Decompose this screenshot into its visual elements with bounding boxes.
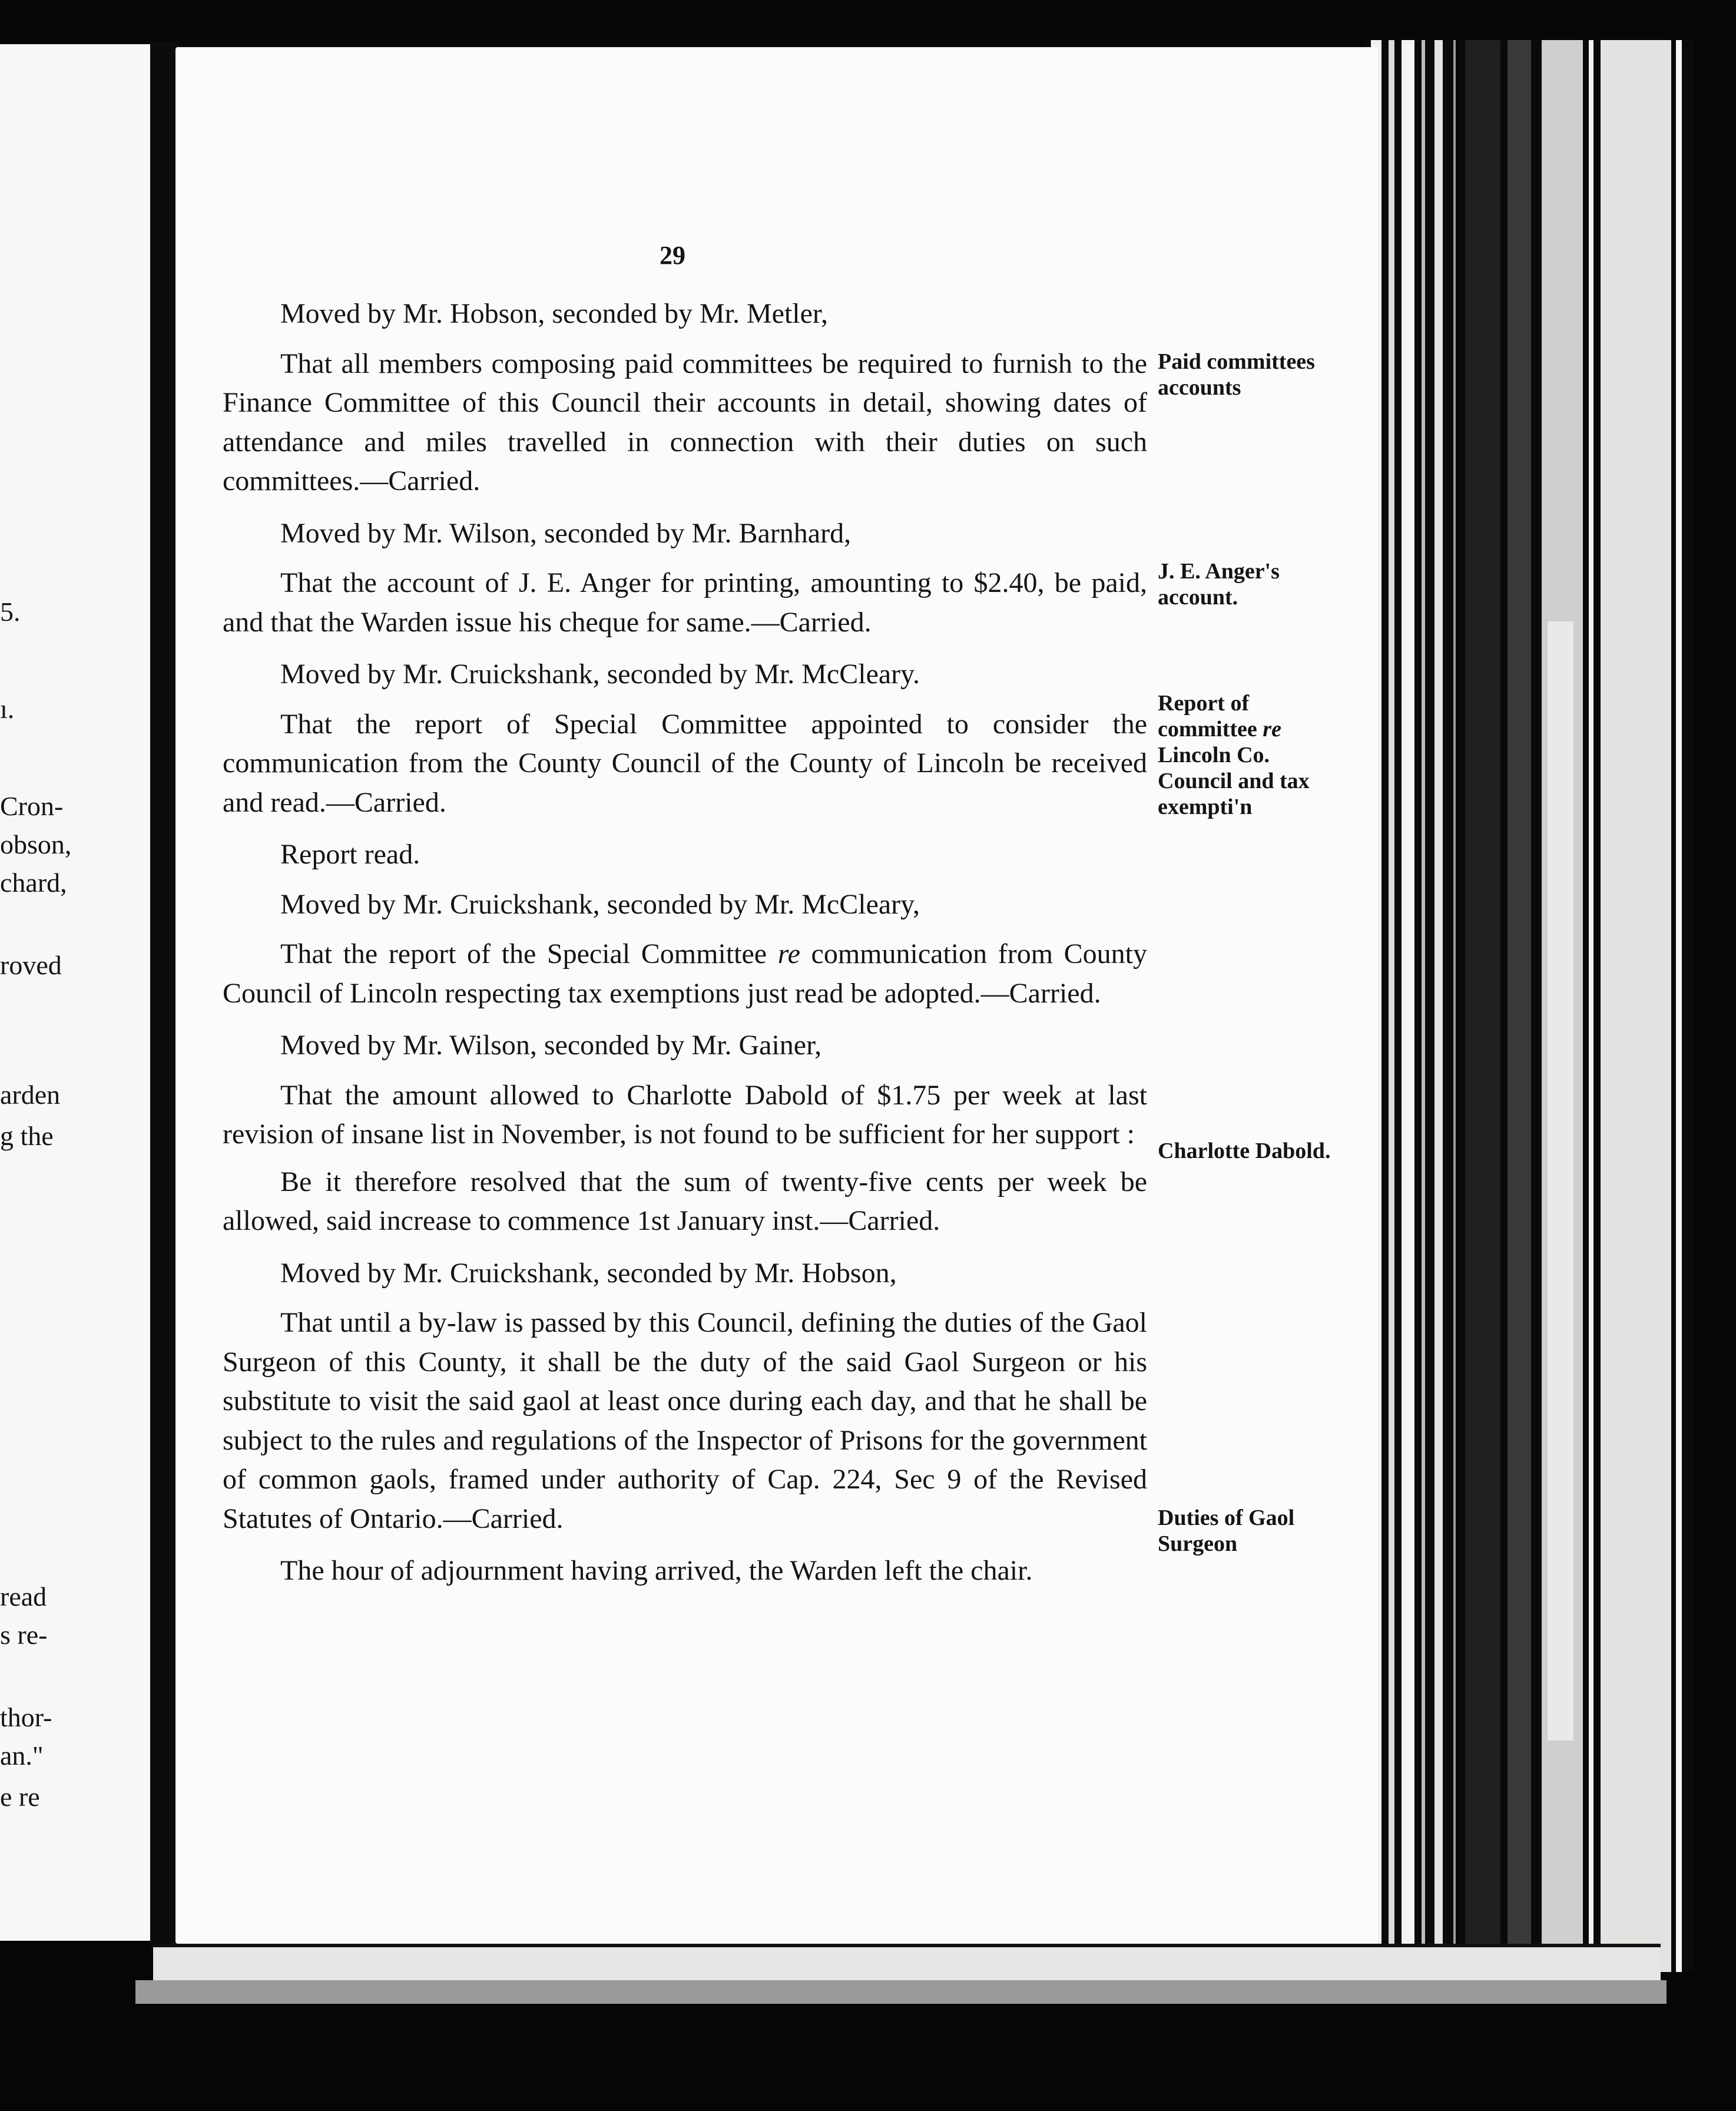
left-page-fragment: read: [0, 1581, 47, 1612]
note-text: Lincoln Co. Council and tax exempti'n: [1158, 743, 1310, 819]
adjournment-paragraph: The hour of adjournment having arrived, the Warden left the chair.: [280, 1555, 1033, 1586]
left-facing-page: [0, 44, 153, 1941]
left-page-fragment: chard,: [0, 868, 67, 898]
motion-line: Moved by Mr. Wilson, seconded by Mr. Gainer,: [280, 1030, 822, 1061]
left-page-fragment: arden: [0, 1080, 61, 1110]
margin-note-anger-account: J. E. Anger's account.: [1158, 559, 1280, 610]
motion-line: Moved by Mr. Cruickshank, seconded by Mr. Hobson,: [280, 1257, 897, 1289]
left-page-fragment: roved: [0, 950, 62, 980]
resolution-text: That the report of the Special Committee: [280, 938, 778, 970]
resolution-paragraph: That the report of Special Committee appointed to consider the communication from the County Council of the County of Lincoln be received and read.—Carried.: [223, 708, 1147, 818]
resolution-paragraph: That the account of J. E. Anger for printing, amounting to $2.40, be paid, and that the Warden issue his cheque for same.—Carried.: [223, 567, 1147, 638]
resolution-paragraph: That the amount allowed to Charlotte Dabold of $1.75 per week at last revision of insane list in November, is not found to be sufficient for her support :: [223, 1079, 1147, 1150]
bottom-page-edge: [153, 1944, 1661, 1983]
motion-line: Moved by Mr. Cruickshank, seconded by Mr. McCleary.: [280, 659, 920, 690]
bottom-book-cover: [135, 1980, 1667, 2004]
left-page-fragment: s re-: [0, 1620, 48, 1650]
italic-re: re: [777, 938, 800, 970]
left-page-fragment: e re: [0, 1782, 40, 1812]
margin-note-lincoln-report: [1158, 690, 1334, 820]
left-page-fragment: ı.: [0, 694, 15, 724]
left-page-fragment: g the: [0, 1121, 54, 1151]
left-page-fragment: thor-: [0, 1702, 52, 1732]
resolution-paragraph: That until a by-law is passed by this Council, defining the duties of the Gaol Surgeon of this County, it shall be the duty of the said Gaol Surgeon or his substitute to visit the said gaol at least once during each day, and that he shall be subject to the rules and regulations of the Inspector of Prisons for the government of common gaols, framed under authority of Cap. 224, Sec 9 of the Revised Statutes of Ontario.—Carried.: [223, 1307, 1147, 1534]
page-number: 29: [660, 241, 685, 270]
note-text: Report of committee: [1158, 691, 1263, 742]
italic-re: re: [1263, 717, 1281, 742]
minutes-body: [223, 295, 1147, 1591]
resolution-paragraph: That all members composing paid committees be required to furnish to the Finance Committee of this Council their accounts in detail, showing dates of attendance and miles travelled in connection with their duties on such committees.—Carried.: [223, 348, 1147, 497]
motion-line: Moved by Mr. Hobson, seconded by Mr. Metler,: [280, 298, 828, 329]
left-page-fragment: obson,: [0, 829, 72, 859]
left-page-fragment: Cron-: [0, 791, 64, 821]
resolution-text: communication from County Council of Lincoln respecting tax exemptions just read be adopted.—Carried.: [223, 938, 1148, 1009]
left-page-fragment: 5.: [0, 597, 21, 627]
resolution-paragraph: [223, 935, 1147, 1013]
margin-note-gaol-surgeon: Duties of Gaol Surgeon: [1158, 1506, 1295, 1556]
motion-line: Moved by Mr. Wilson, seconded by Mr. Barnhard,: [280, 517, 852, 549]
motion-line: Moved by Mr. Cruickshank, seconded by Mr. McCleary,: [280, 888, 920, 920]
left-page-fragment: an.": [0, 1741, 44, 1771]
margin-note-charlotte-dabold: Charlotte Dabold.: [1158, 1139, 1331, 1163]
page-edge-highlight: [1548, 621, 1573, 1741]
report-read-line: Report read.: [280, 839, 420, 870]
book-page-edges: [1365, 40, 1695, 1972]
resolution-paragraph: Be it therefore resolved that the sum of twenty-five cents per week be allowed, said increase to commence 1st January inst.—Carried.: [223, 1166, 1147, 1236]
margin-note-paid-committees: Paid committees accounts: [1158, 349, 1315, 400]
